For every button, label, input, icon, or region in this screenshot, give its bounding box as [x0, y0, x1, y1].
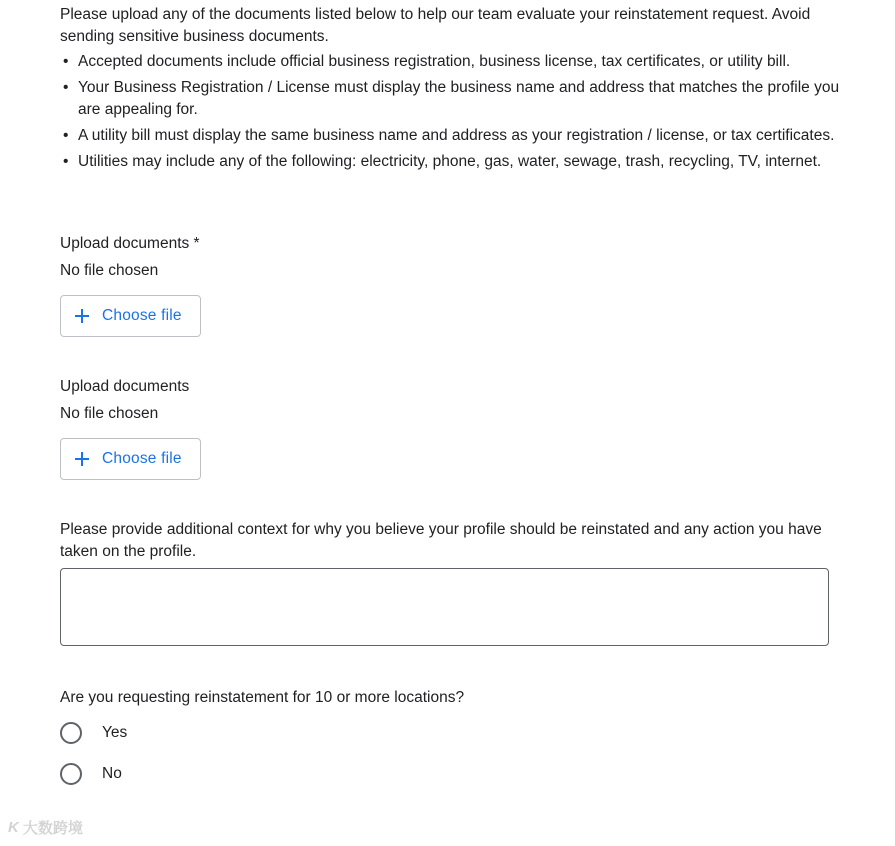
choose-file-button[interactable]: [60, 295, 201, 337]
choose-file-label: Choose file: [102, 307, 182, 324]
choose-file-button[interactable]: [60, 438, 201, 480]
watermark-logo-icon: K: [8, 819, 19, 836]
watermark-text: 大数跨境: [22, 819, 83, 837]
radio-button-icon[interactable]: [60, 722, 82, 744]
upload-instructions: [60, 4, 840, 177]
file-status: No file chosen: [60, 405, 159, 422]
locations-question: Are you requesting reinstatement for 10 or more locations?: [60, 689, 465, 706]
plus-icon: [75, 309, 89, 323]
list-item: • Your Business Registration / License must display the business name and address that matches the profile you are appealing for.: [60, 77, 840, 121]
radio-label-yes: Yes: [102, 724, 128, 741]
radio-option-no[interactable]: [60, 763, 122, 785]
upload-section-required: [60, 233, 460, 337]
list-item: • Accepted documents include official business registration, business license, tax certificates, or utility bill.: [60, 51, 840, 73]
list-item: • A utility bill must display the same business name and address as your registration / license, or tax certificates.: [60, 125, 840, 147]
file-status: No file chosen: [60, 262, 159, 279]
upload-label: Upload documents: [60, 378, 190, 395]
choose-file-label: Choose file: [102, 450, 182, 467]
context-textarea[interactable]: [60, 568, 829, 646]
instructions-text: Please upload any of the documents listed below to help our team evaluate your reinstatement request. Avoid sending sensitive business documents.: [60, 6, 811, 45]
plus-icon: [75, 452, 89, 466]
radio-option-yes[interactable]: [60, 722, 127, 744]
requirements-list: [60, 51, 840, 173]
upload-label: Upload documents *: [60, 235, 200, 252]
upload-section-optional: [60, 376, 460, 480]
watermark: [8, 817, 83, 838]
radio-button-icon[interactable]: [60, 763, 82, 785]
radio-label-no: No: [102, 765, 122, 782]
list-item: • Utilities may include any of the following: electricity, phone, gas, water, sewage, trash, recycling, TV, internet.: [60, 151, 840, 173]
context-label: Please provide additional context for why you believe your profile should be reinstated and any action you have taken on the profile.: [60, 521, 822, 560]
